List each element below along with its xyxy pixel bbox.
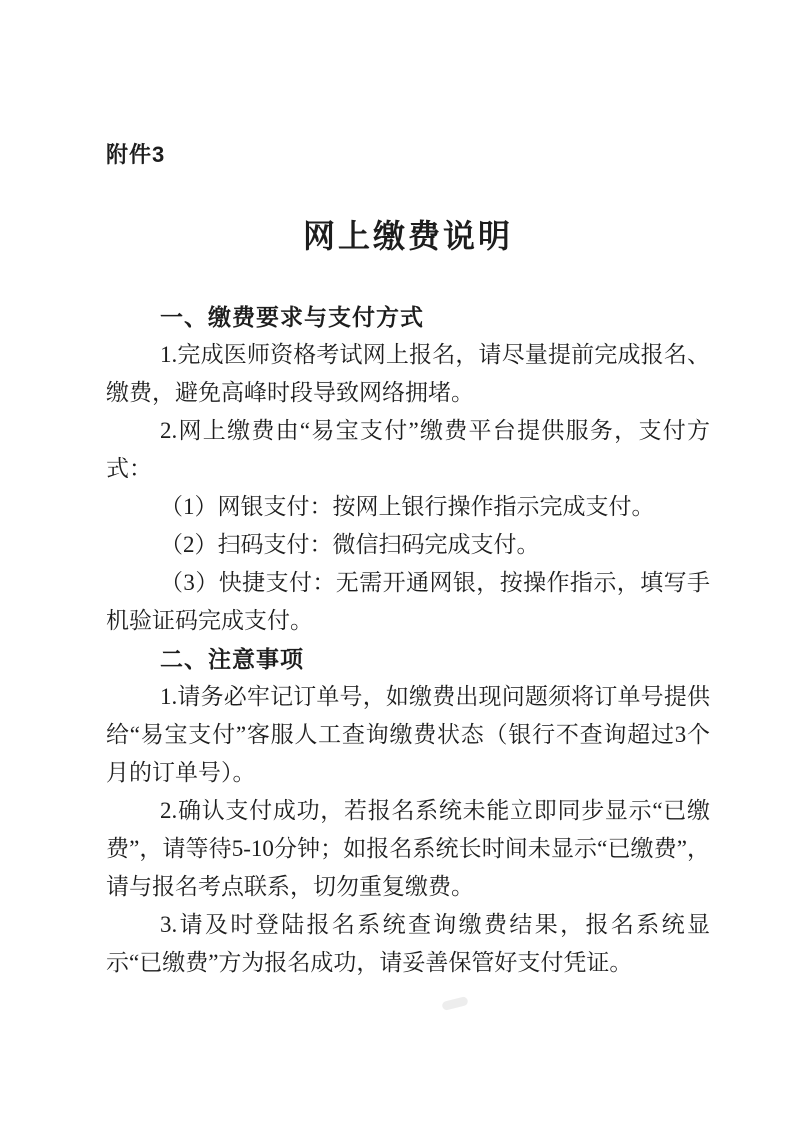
- section-heading-payment-requirements: 一、缴费要求与支付方式: [160, 304, 424, 330]
- attachment-label: 附件3: [106, 142, 166, 167]
- paragraph: （3）快捷支付：无需开通网银，按操作指示，填写手机验证码完成支付。: [106, 570, 710, 633]
- paragraph: （2）扫码支付：微信扫码完成支付。: [160, 532, 540, 557]
- section-heading-notes: 二、注意事项: [160, 646, 304, 672]
- document-title: 网上缴费说明: [302, 218, 513, 254]
- document-body: [106, 298, 710, 982]
- paragraph: 1.完成医师资格考试网上报名，请尽量提前完成报名、缴费，避免高峰时段导致网络拥堵。: [106, 342, 710, 405]
- paragraph: 2.确认支付成功，若报名系统未能立即同步显示“已缴费”，请等待5-10分钟；如报名系统长时间未显示“已缴费”，请与报名考点联系，切勿重复缴费。: [106, 798, 710, 899]
- paragraph: 2.网上缴费由“易宝支付”缴费平台提供服务，支付方式：: [106, 418, 710, 481]
- paragraph: 3.请及时登陆报名系统查询缴费结果，报名系统显示“已缴费”方为报名成功，请妥善保管好支付凭证。: [106, 912, 710, 975]
- scan-artifact: [441, 996, 468, 1011]
- paragraph: （1）网银支付：按网上银行操作指示完成支付。: [160, 494, 655, 519]
- paragraph: 1.请务必牢记订单号，如缴费出现问题须将订单号提供给“易宝支付”客服人工查询缴费状态（银行不查询超过3个月的订单号）。: [106, 684, 710, 785]
